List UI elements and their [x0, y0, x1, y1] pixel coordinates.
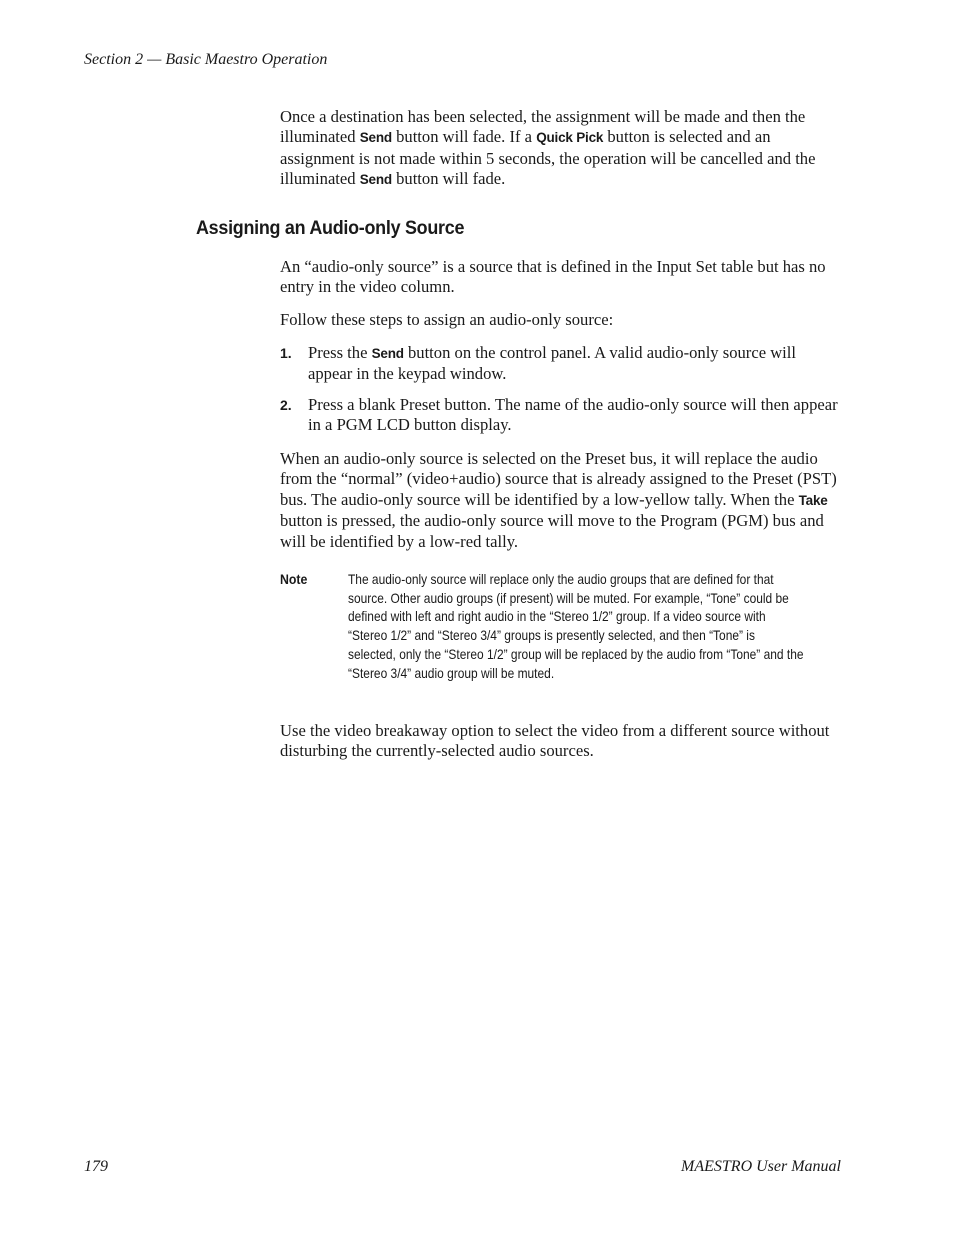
step-1-number: 1. — [280, 345, 292, 361]
send-button-name-2: Send — [359, 172, 392, 188]
step-1-text — [308, 343, 842, 385]
intro-text-4: button will fade. — [391, 169, 506, 189]
page-number: 179 — [84, 1158, 108, 1175]
step-2-text: Press a blank Preset button. The name of the audio-only source will then appear in a PGM LCD button display. — [308, 395, 838, 435]
note-text: The audio-only source will replace only the audio groups that are defined for that source. Other audio groups (if present) will be muted. For example, “Tone” could be defined with left and right audio in the “Stereo 1/2” group. If a video source with “Stereo 1/2” and “Stereo 3/4” groups is presently selected, and then “Tone” is selected, only the “Stereo 1/2” group will be replaced by the audio from “Tone” and the “Stereo 3/4” audio group will be muted. — [348, 572, 804, 681]
definition-paragraph: An “audio-only source” is a source that is defined in the Input Set table but has no entry in the video column. — [280, 257, 826, 297]
take-button-name: Take — [798, 492, 828, 508]
running-head: Section 2 — Basic Maestro Operation — [84, 51, 328, 68]
steps-intro-paragraph: Follow these steps to assign an audio-only source: — [280, 310, 614, 329]
breakaway-paragraph: Use the video breakaway option to select the video from a different source without disturbing the currently-selected audio sources. — [280, 721, 830, 761]
intro-text-2: button will fade. If a — [391, 127, 537, 147]
manual-title: MAESTRO User Manual — [681, 1158, 841, 1175]
intro-text-3: button is selected and an assignment is not made within 5 seconds, the operation will be cancelled and the illuminated — [280, 127, 816, 189]
step-1-text-a: Press the — [308, 343, 372, 362]
step-2 — [280, 395, 842, 436]
intro-paragraph — [280, 107, 842, 191]
step-2-number: 2. — [280, 397, 292, 413]
step-1-text-b: button on the control panel. A valid audio-only source will appear in the keypad window. — [308, 343, 797, 384]
quick-pick-button-name: Quick Pick — [536, 130, 604, 146]
tally-text-a: When an audio-only source is selected on the Preset bus, it will replace the audio from the “normal” (video+audio) source that is already assigned to the Preset (PST) bus. The audio-only source will be identified by a low-yellow tally. When the — [280, 449, 837, 509]
step-1 — [280, 343, 842, 385]
tally-paragraph — [280, 449, 842, 552]
step-1-send-button-name: Send — [371, 346, 404, 361]
send-button-name: Send — [359, 130, 392, 146]
section-heading: Assigning an Audio-only Source — [196, 217, 465, 239]
note-label: Note — [280, 571, 308, 587]
intro-text-1: Once a destination has been selected, the assignment will be made and then the illuminated — [280, 107, 806, 147]
tally-text-b: button is pressed, the audio-only source will move to the Program (PGM) bus and will be identified by a low-red tally. — [280, 511, 824, 551]
